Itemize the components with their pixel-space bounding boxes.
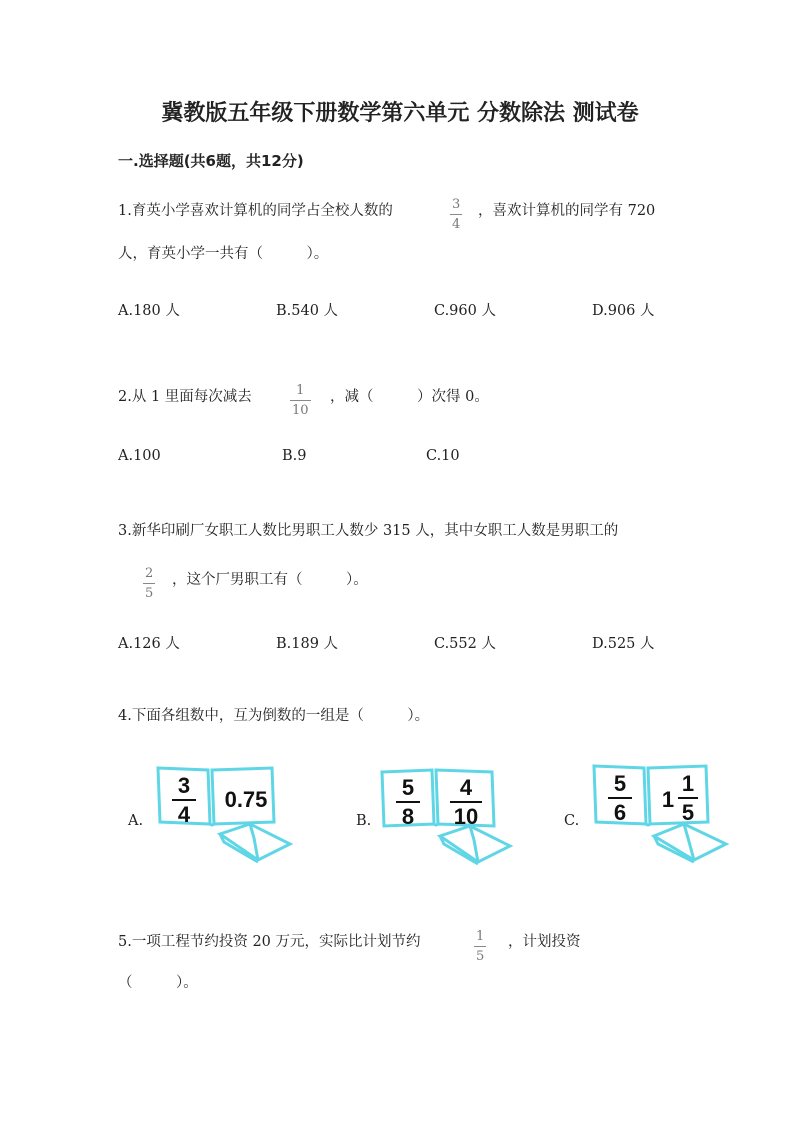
q4-text: 4.下面各组数中，互为倒数的一组是（ ）。 — [118, 708, 430, 724]
q4-option-c-label[interactable]: C. — [564, 813, 580, 829]
q4-b-left-den: 8 — [401, 804, 415, 829]
q2-text-b: ，减（ ）次得 0。 — [330, 389, 489, 405]
q5-frac-num: 1 — [476, 929, 485, 944]
q4-a-left-den: 4 — [177, 802, 191, 827]
q4-c-right-den: 5 — [681, 800, 695, 825]
q2-frac-den: 10 — [292, 403, 309, 418]
q4-c-left-num: 5 — [613, 771, 627, 796]
q3-option-b[interactable]: B.189 人 — [276, 636, 339, 652]
q4-b-left-num: 5 — [401, 775, 415, 800]
section-heading: 一.选择题(共6题，共12分) — [118, 152, 304, 170]
q1-text-c: 人，育英小学一共有（ ）。 — [118, 246, 329, 262]
q2-option-c[interactable]: C.10 — [426, 448, 460, 464]
q4-a-left-num: 3 — [177, 773, 191, 798]
q5-frac-den: 5 — [476, 949, 485, 964]
q5-fraction — [474, 930, 486, 963]
q1-frac-den: 4 — [452, 217, 461, 232]
q3-option-c[interactable]: C.552 人 — [434, 636, 496, 652]
q4-b-right-den: 10 — [453, 804, 479, 829]
q1-text-a: 1.育英小学喜欢计算机的同学占全校人数的 — [118, 203, 393, 219]
q2-option-b[interactable]: B.9 — [282, 448, 307, 464]
q4-option-c-book[interactable] — [588, 760, 738, 868]
q5-text-a: 5.一项工程节约投资 20 万元，实际比计划节约 — [118, 934, 421, 950]
q3-frac-den: 5 — [145, 586, 154, 601]
q4-option-b-book[interactable] — [374, 762, 524, 870]
q1-option-a[interactable]: A.180 人 — [118, 303, 180, 319]
q4-c-right-whole: 1 — [661, 787, 675, 812]
page-title: 冀教版五年级下册数学第六单元 分数除法 测试卷 — [161, 101, 639, 126]
q4-option-a-label[interactable]: A. — [128, 813, 144, 829]
q1-fraction — [450, 198, 462, 231]
q3-text-a: 3.新华印刷厂女职工人数比男职工人数少 315 人，其中女职工人数是男职工的 — [118, 523, 619, 539]
q2-option-a[interactable]: A.100 — [118, 448, 161, 464]
q2-fraction — [290, 384, 311, 417]
q1-frac-num: 3 — [452, 197, 461, 212]
q4-b-right-num: 4 — [459, 775, 473, 800]
q4-option-b-label[interactable]: B. — [356, 813, 372, 829]
q4-c-left-den: 6 — [613, 800, 627, 825]
q5-text-c: （ ）。 — [118, 975, 198, 991]
q1-option-c[interactable]: C.960 人 — [434, 303, 496, 319]
q2-text-a: 2.从 1 里面每次减去 — [118, 389, 252, 405]
q5-text-b: ，计划投资 — [508, 934, 581, 950]
q4-c-right-num: 1 — [681, 771, 695, 796]
q3-text-b: ，这个厂男职工有（ ）。 — [172, 572, 368, 588]
q1-option-b[interactable]: B.540 人 — [276, 303, 339, 319]
q3-option-d[interactable]: D.525 人 — [592, 636, 655, 652]
q4-option-a-book[interactable] — [150, 762, 300, 870]
q4-a-right-text: 0.75 — [224, 787, 268, 812]
q3-frac-num: 2 — [145, 566, 154, 581]
q1-option-d[interactable]: D.906 人 — [592, 303, 655, 319]
q2-frac-num: 1 — [296, 383, 305, 398]
q3-fraction — [143, 567, 155, 600]
q1-text-b: ，喜欢计算机的同学有 720 — [478, 203, 656, 219]
q3-option-a[interactable]: A.126 人 — [118, 636, 180, 652]
